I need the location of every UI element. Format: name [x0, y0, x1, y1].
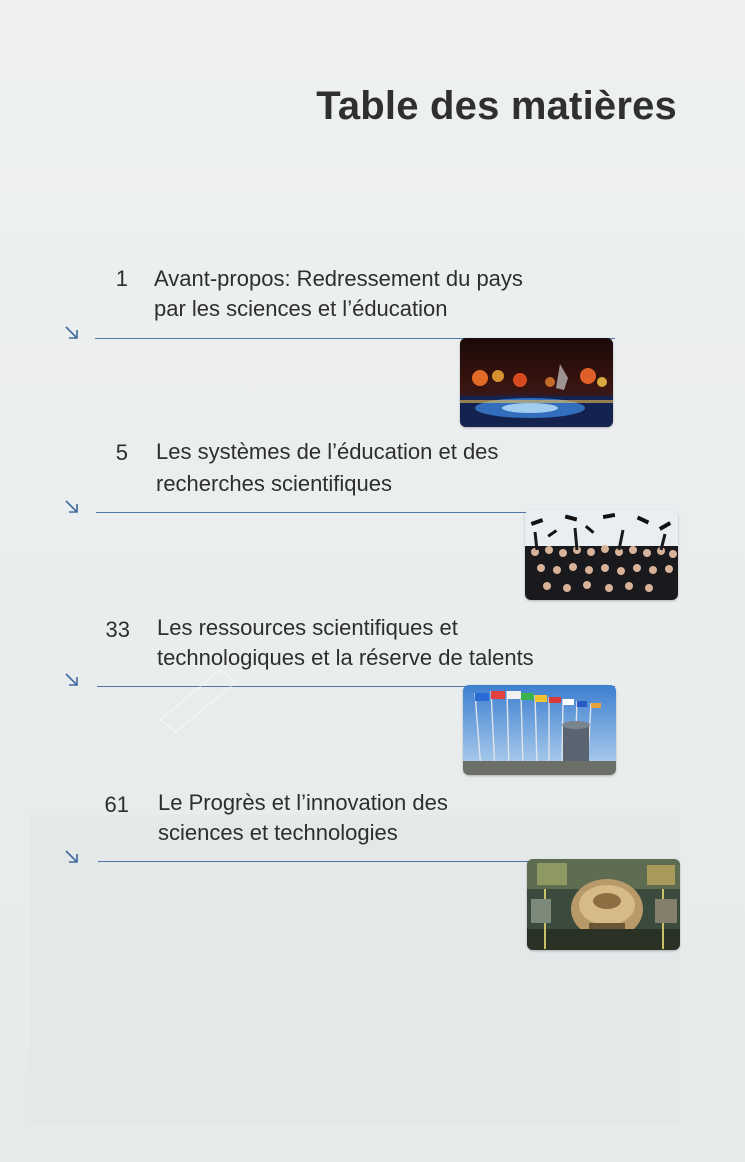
toc-title-line: Le Progrès et l’innovation des: [158, 790, 448, 815]
toc-title-line: par les sciences et l’éducation: [154, 296, 448, 321]
toc-page-number: 61: [104, 792, 129, 817]
toc-page-number: 1: [115, 266, 128, 291]
night-festival-photo: [460, 338, 613, 427]
toc-page-number: 5: [115, 440, 128, 465]
arrow-down-right-icon: [63, 848, 81, 866]
toc-title-line: sciences et technologies: [158, 820, 398, 845]
graduation-crowd-photo: [525, 510, 678, 600]
reactor-lab-photo: [527, 859, 680, 950]
toc-title-line: Avant-propos: Redressement du pays: [154, 266, 523, 291]
toc-entry-title: [156, 436, 636, 500]
arrow-down-right-icon: [63, 671, 81, 689]
toc-entry-title: [157, 613, 637, 673]
arrow-down-right-icon: [63, 324, 81, 342]
toc-title-line: technologiques et la réserve de talents: [157, 645, 534, 670]
toc-title-line: Les ressources scientifiques et: [157, 615, 458, 640]
toc-entry-title: [154, 264, 634, 324]
toc-title-line: recherches scientifiques: [156, 471, 393, 496]
page-title: Table des matières: [316, 84, 677, 128]
arrow-down-right-icon: [63, 498, 81, 516]
toc-title-line: Les systèmes de l’éducation et des: [156, 439, 499, 464]
toc-entry-title: [158, 788, 638, 848]
toc-page-number: 33: [105, 617, 130, 642]
flags-plaza-photo: [463, 685, 616, 775]
